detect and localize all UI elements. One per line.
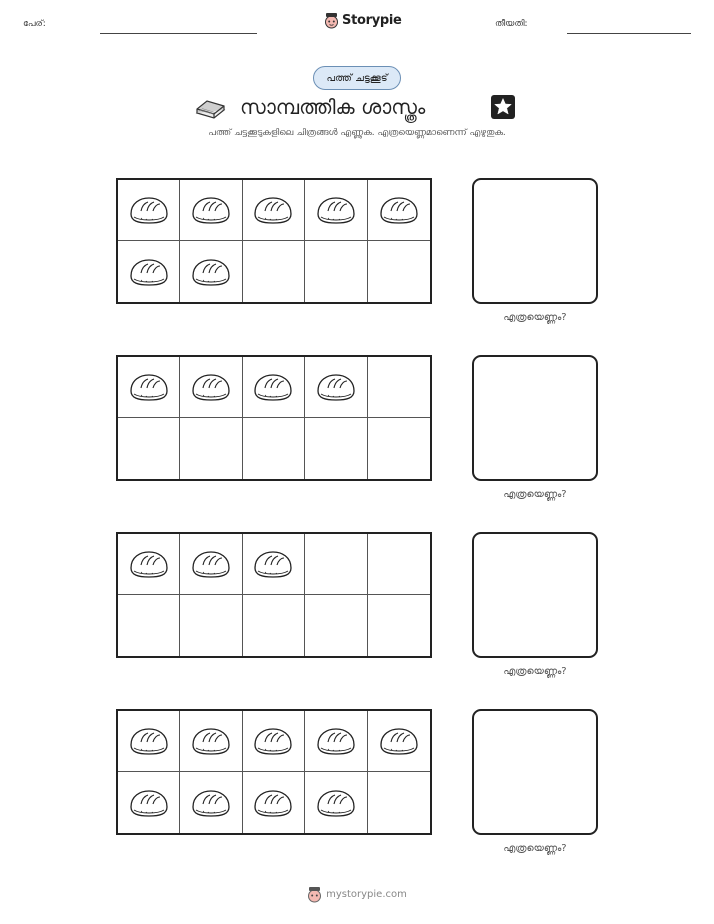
frame-cell: [305, 418, 367, 479]
bread-icon: [190, 371, 232, 403]
book-icon: [194, 95, 226, 121]
ten-frame-1: [116, 178, 432, 304]
question-label-1: എത്രയെണ്ണം?: [503, 312, 567, 323]
bread-icon: [378, 725, 420, 757]
frame-cell: [118, 357, 180, 418]
bread-icon: [252, 787, 294, 819]
answer-box-1[interactable]: [472, 178, 598, 304]
instruction-text: പത്ത് ചട്ടക്കൂടുകളിലെ ചിത്രങ്ങൾ എണ്ണുക. എത്രയെണ്ണമാണെന്ന് എഴുതുക.: [208, 128, 506, 138]
frame-cell: [305, 595, 367, 656]
frame-cell: [305, 534, 367, 595]
star-icon: [490, 94, 516, 120]
page-title: സാമ്പത്തിക ശാസ്ത്രം: [240, 95, 426, 119]
answer-box-3[interactable]: [472, 532, 598, 658]
frame-cell: [368, 772, 430, 833]
frame-cell: [368, 595, 430, 656]
frame-cell: [305, 711, 367, 772]
storypie-logo: [324, 12, 402, 29]
bread-icon: [128, 787, 170, 819]
frame-cell: [305, 772, 367, 833]
bread-icon: [252, 725, 294, 757]
frame-cell: [305, 241, 367, 302]
ten-frame-4: [116, 709, 432, 835]
frame-cell: [118, 241, 180, 302]
bread-icon: [128, 725, 170, 757]
bread-icon: [190, 548, 232, 580]
frame-cell: [305, 357, 367, 418]
question-label-2: എത്രയെണ്ണം?: [503, 489, 567, 500]
frame-cell: [180, 595, 242, 656]
ten-frame-3: [116, 532, 432, 658]
frame-cell: [243, 418, 305, 479]
bread-icon: [190, 194, 232, 226]
frame-cell: [243, 772, 305, 833]
frame-cell: [243, 534, 305, 595]
bread-icon: [315, 194, 357, 226]
frame-cell: [180, 241, 242, 302]
footer-url[interactable]: mystorypie.com: [326, 889, 407, 900]
bread-icon: [128, 371, 170, 403]
frame-cell: [118, 418, 180, 479]
name-field-line[interactable]: [100, 33, 257, 34]
bread-icon: [315, 725, 357, 757]
frame-cell: [368, 711, 430, 772]
bread-icon: [128, 256, 170, 288]
question-label-3: എത്രയെണ്ണം?: [503, 666, 567, 677]
bread-icon: [190, 725, 232, 757]
bread-icon: [252, 371, 294, 403]
frame-cell: [243, 241, 305, 302]
frame-cell: [118, 180, 180, 241]
frame-cell: [368, 180, 430, 241]
frame-cell: [368, 241, 430, 302]
frame-cell: [118, 534, 180, 595]
frame-cell: [180, 534, 242, 595]
topic-badge: പത്ത് ചട്ടക്കൂട്: [313, 66, 401, 90]
mascot-icon: [324, 12, 339, 29]
answer-box-2[interactable]: [472, 355, 598, 481]
frame-cell: [368, 534, 430, 595]
frame-cell: [180, 772, 242, 833]
frame-cell: [368, 357, 430, 418]
footer: [0, 886, 714, 903]
question-label-4: എത്രയെണ്ണം?: [503, 843, 567, 854]
bread-icon: [190, 787, 232, 819]
bread-icon: [128, 194, 170, 226]
bread-icon: [315, 787, 357, 819]
frame-cell: [180, 418, 242, 479]
bread-icon: [128, 548, 170, 580]
bread-icon: [378, 194, 420, 226]
frame-cell: [180, 711, 242, 772]
bread-icon: [252, 548, 294, 580]
date-field-line[interactable]: [567, 33, 691, 34]
frame-cell: [180, 180, 242, 241]
answer-box-4[interactable]: [472, 709, 598, 835]
bread-icon: [252, 194, 294, 226]
frame-cell: [118, 711, 180, 772]
frame-cell: [243, 711, 305, 772]
frame-cell: [243, 180, 305, 241]
frame-cell: [118, 595, 180, 656]
title-row: [190, 92, 530, 122]
frame-cell: [118, 772, 180, 833]
bread-icon: [190, 256, 232, 288]
frame-cell: [243, 595, 305, 656]
mascot-icon: [307, 886, 322, 903]
date-label: തീയതി:: [495, 19, 528, 29]
frame-cell: [368, 418, 430, 479]
name-label: പേര്:: [23, 19, 46, 29]
frame-cell: [180, 357, 242, 418]
bread-icon: [315, 371, 357, 403]
frame-cell: [243, 357, 305, 418]
ten-frame-2: [116, 355, 432, 481]
brand-name: Storypie: [342, 13, 402, 28]
frame-cell: [305, 180, 367, 241]
